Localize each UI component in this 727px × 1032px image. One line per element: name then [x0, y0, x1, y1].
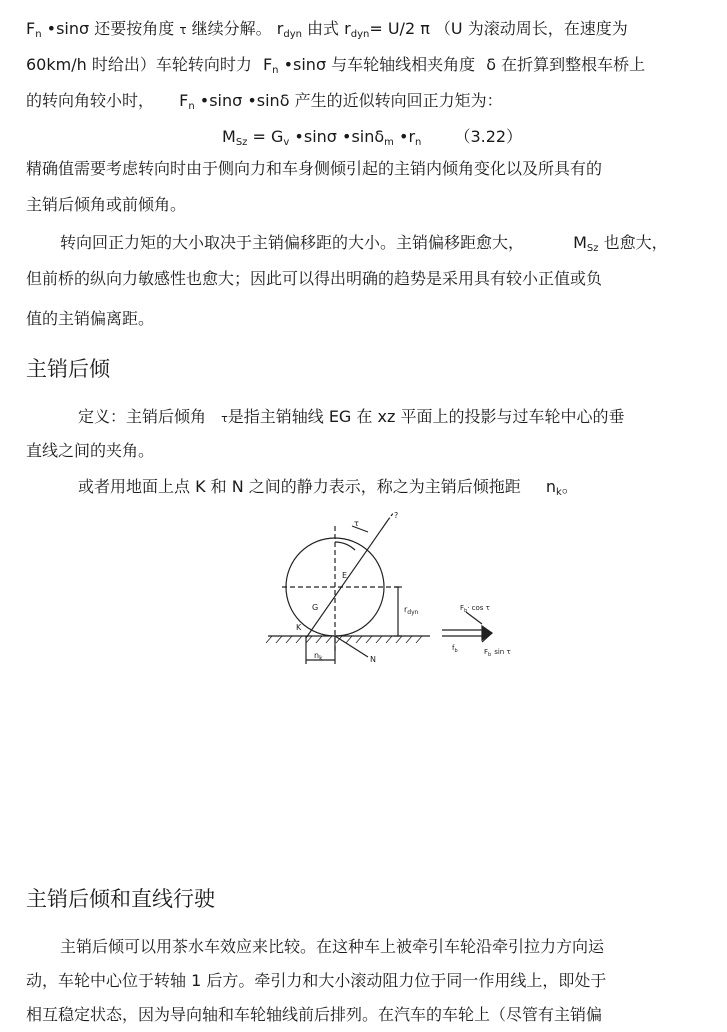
text: 是指主销轴线 EG 在 xz 平面上的投影与过车轮中心的垂 — [227, 407, 625, 426]
text: 或者用地面上点 K 和 N 之间的静力表示，称之为主销后倾拖距 — [78, 477, 521, 496]
symbol-r: •r — [399, 127, 416, 146]
subscript: n — [415, 137, 422, 148]
label-e: E — [342, 571, 348, 580]
symbol-m: M — [222, 127, 236, 146]
symbol-f: F — [26, 19, 36, 38]
subscript: m — [384, 137, 394, 148]
symbol-f: F — [179, 91, 189, 110]
text: 也愈大， — [603, 233, 668, 252]
tau-arc — [335, 542, 355, 550]
subscript: dyn — [283, 29, 302, 40]
label-g: G — [312, 603, 319, 612]
para4-line3: 相互稳定状态，因为导向轴和车轮轴线前后排列。在汽车的车轮上（尽管有主销偏 — [26, 1005, 603, 1024]
text: δ 在折算到整根车桥上 — [486, 55, 646, 74]
svg-text:rdyn — [404, 605, 419, 616]
text: 。 — [561, 477, 578, 496]
para4-line2: 动，车轮中心位于转轴 1 后方。牵引力和大小滚动阻力位于同一作用线上，即处于 — [26, 971, 607, 990]
label-angle: ? — [394, 512, 399, 520]
text: 的转向角较小时， — [26, 91, 155, 110]
para1-line3 — [26, 90, 503, 118]
svg-text:Fb· cos τ: $F_b\cdot \cos \tau$ — [460, 604, 490, 614]
text: 继续分解。 — [191, 19, 272, 38]
para2-line1: 精确值需要考虑转向时由于侧向力和车身侧倾引起的主销内倾角变化以及所具有的 — [26, 159, 603, 178]
label-rdyn-sub: dyn — [407, 609, 419, 616]
text: 定义：主销后倾角 — [78, 407, 207, 426]
definition-line2: 直线之间的夹角。 — [26, 441, 155, 460]
force-fcos — [466, 612, 482, 624]
text: = U/2 π （U 为滚动周长，在速度为 — [369, 19, 628, 38]
subscript: n — [188, 101, 195, 112]
subscript: n — [35, 29, 42, 40]
para1-line2 — [26, 54, 645, 82]
symbol-n: n — [545, 477, 557, 496]
caster-diagram — [260, 512, 560, 672]
equation-3-22 — [222, 126, 522, 154]
subscript: Sz — [235, 137, 248, 148]
subscript: n — [272, 65, 279, 76]
definition-line3 — [78, 476, 578, 504]
normal-line — [335, 636, 368, 657]
text: •sinσ 与车轮轴线相夹角度 — [283, 55, 476, 74]
definition-line1 — [78, 406, 624, 430]
label-fcos: F — [460, 604, 465, 612]
equals: = G — [252, 127, 284, 146]
subscript: dyn — [350, 29, 370, 40]
heading-caster-straight: 主销后倾和直线行驶 — [26, 887, 215, 911]
symbol-m: M — [573, 233, 587, 252]
symbol-f: F — [262, 55, 273, 74]
text: 60km/h 时给出）车轮转向时力 — [26, 55, 252, 74]
label-fb: f — [452, 644, 455, 652]
label-nk-sub: k — [319, 655, 323, 662]
text: 由式 — [307, 19, 340, 38]
subscript: Sz — [586, 243, 599, 254]
label-n: N — [370, 655, 376, 664]
text: 转向回正力矩的大小取决于主销偏移距的大小。主销偏移距愈大， — [60, 233, 525, 252]
symbol-r: r — [344, 19, 351, 38]
symbol-tau: τ — [179, 23, 187, 37]
symbol-r: r — [276, 19, 284, 38]
para2-line2: 主销后倾角或前倾角。 — [26, 195, 187, 214]
label-tau: τ — [354, 519, 359, 528]
subscript: k — [556, 487, 562, 498]
para4-line1: 主销后倾可以用茶水车效应来比较。在这种车上被牵引车轮沿牵引拉力方向运 — [60, 937, 605, 956]
label-nk: n — [314, 651, 320, 660]
label-fsin-tail: sin τ — [494, 648, 511, 656]
symbol-tau: τ — [221, 412, 228, 425]
label-rdyn: r — [404, 605, 408, 614]
equation-number: （3.22） — [454, 127, 523, 146]
label-k: K — [296, 623, 302, 632]
svg-text:Fbsin τ: $F_b$ sin τ — [484, 648, 511, 658]
text: •sinσ 还要按角度 — [46, 19, 175, 38]
sin-terms: •sinσ •sinδ — [294, 127, 385, 146]
para3-line2: 但前桥的纵向力敏感性也愈大；因此可以得出明确的趋势是采用具有较小正值或负 — [26, 269, 603, 288]
svg-text:fb: $f_b$ — [452, 644, 458, 654]
label-fcos-tail: · cos τ — [467, 604, 490, 612]
para1-line1 — [26, 18, 628, 46]
para3-line3: 值的主销偏离距。 — [26, 309, 155, 328]
subscript: v — [283, 137, 290, 148]
heading-caster: 主销后倾 — [26, 357, 110, 381]
label-fsin: F — [484, 648, 489, 656]
para3-line1 — [60, 232, 668, 260]
text: •sinσ •sinδ 产生的近似转向回正力矩为： — [199, 91, 503, 110]
